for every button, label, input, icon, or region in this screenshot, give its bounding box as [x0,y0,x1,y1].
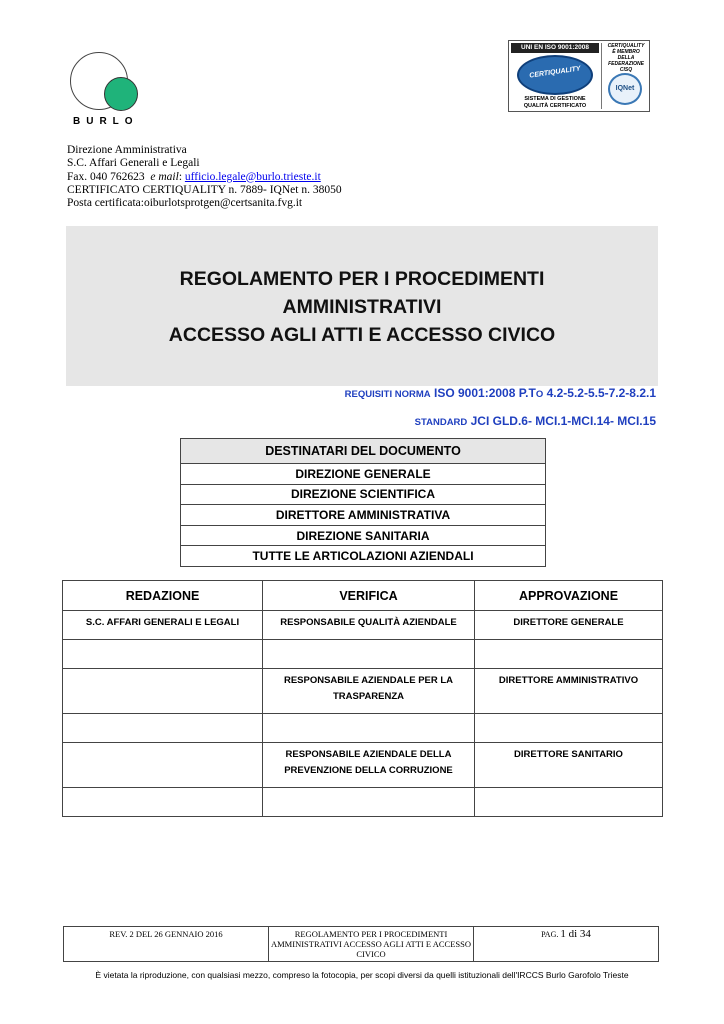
page-label: PAG. [541,930,559,939]
cisq-line-1: CERTIQUALITY [607,43,645,49]
logo-wordmark: BURLO [73,116,139,127]
table-cell [63,788,263,817]
recipients-header: DESTINATARI DEL DOCUMENTO [181,439,546,464]
table-cell [475,788,663,817]
point-suffix: O [535,389,544,400]
certification-badge [508,40,650,112]
document-title-box [66,226,658,386]
title-line-3: ACCESSO AGLI ATTI E ACCESSO CIVICO [168,324,556,346]
recipient-item: DIREZIONE SANITARIA [181,525,546,546]
fax-email-line: Fax. 040 762623 e mail: ufficio.legale@burlo.trieste.it [67,170,321,183]
fax-number: Fax. 040 762623 [67,170,145,183]
table-cell: DIRETTORE AMMINISTRATIVO [475,669,663,714]
logo-green-dot-shape [104,77,138,111]
iso-norm: ISO 9001:2008 P.T [434,386,536,400]
page-number [474,927,659,962]
table-cell: RESPONSABILE AZIENDALE DELLA PREVENZIONE DELLA CORRUZIONE [263,743,475,788]
caption-line-2: QUALITÀ CERTIFICATO [523,103,587,109]
recipient-item: DIRETTORE AMMINISTRATIVA [181,505,546,526]
iso-requirements [345,386,656,400]
page-footer-table [63,926,659,962]
office-contact-block [67,144,342,210]
seal-text: CERTIQUALITY [528,65,582,80]
jci-values: JCI GLD.6- MCI.1-MCI.14- MCI.15 [470,414,656,428]
table-cell [63,640,263,669]
recipient-item: TUTTE LE ARTICOLAZIONI AZIENDALI [181,546,546,567]
column-header-verifica: VERIFICA [263,581,475,611]
email-link[interactable]: ufficio.legale@burlo.trieste.it [184,170,321,183]
approval-table [62,580,663,817]
table-row [63,714,663,743]
iqnet-label: IQNet [615,85,635,92]
table-cell [63,743,263,788]
table-cell [263,640,475,669]
table-row [63,788,663,817]
cisq-line-3: FEDERAZIONE CISQ [608,61,644,73]
table-cell: DIRETTORE GENERALE [475,611,663,640]
certificate-line: CERTIFICATO CERTIQUALITY n. 7889- IQNet n. 38050 [67,183,342,196]
table-cell: RESPONSABILE AZIENDALE PER LA TRASPARENZA [263,669,475,714]
column-header-approvazione: APPROVAZIONE [475,581,663,611]
table-cell [263,714,475,743]
recipients-table [180,438,546,567]
badge-divider [601,43,602,109]
table-row [63,669,663,714]
footer-document-title: REGOLAMENTO PER I PROCEDIMENTI AMMINISTRATIVI ACCESSO AGLI ATTI E ACCESSO CIVICO [269,927,474,962]
copyright-disclaimer: È vietata la riproduzione, con qualsiasi mezzo, compreso la fotocopia, per scopi diversi da quelli istituzionali dell'IRCCS Burlo Garofolo Trieste [95,970,629,980]
table-cell: DIRETTORE SANITARIO [475,743,663,788]
certified-mail-line: Posta certificata:oiburlotsprotgen@certsanita.fvg.it [67,197,303,210]
cisq-member-mark [604,43,648,109]
recipient-item: DIREZIONE SCIENTIFICA [181,484,546,505]
title-line-1: REGOLAMENTO PER I PROCEDIMENTI [179,268,545,290]
burlo-logo [68,50,148,132]
iso-points: 4.2-5.2-5.5-7.2-8.2.1 [546,386,656,400]
recipient-item: DIREZIONE GENERALE [181,464,546,485]
caption-line-1: SISTEMA DI GESTIONE [524,96,586,102]
table-cell [475,714,663,743]
table-row [63,743,663,788]
iso-standard-label: UNI EN ISO 9001:2008 [511,43,599,53]
cisq-line-2: È MEMBRO DELLA [612,49,640,61]
certiquality-mark [511,43,599,109]
table-cell [63,714,263,743]
department-name: Direzione Amministrativa [67,144,187,156]
table-cell: RESPONSABILE QUALITÀ AZIENDALE [263,611,475,640]
title-line-2: AMMINISTRATIVI [282,296,442,318]
standard-label: STANDARD [414,417,468,428]
office-name: S.C. Affari Generali e Legali [67,157,200,170]
email-label: e mail [150,170,179,183]
jci-standards [415,414,656,428]
table-row [63,611,663,640]
column-header-redazione: REDAZIONE [63,581,263,611]
table-cell [263,788,475,817]
requirements-label: REQUISITI NORMA [344,389,431,400]
table-row [63,640,663,669]
table-cell [475,640,663,669]
table-cell: S.C. AFFARI GENERALI E LEGALI [63,611,263,640]
table-cell [63,669,263,714]
page-value: 1 di 34 [560,928,591,940]
certification-caption [511,96,599,110]
iqnet-logo-icon [608,73,642,105]
revision-info: REV. 2 DEL 26 GENNAIO 2016 [64,927,269,962]
